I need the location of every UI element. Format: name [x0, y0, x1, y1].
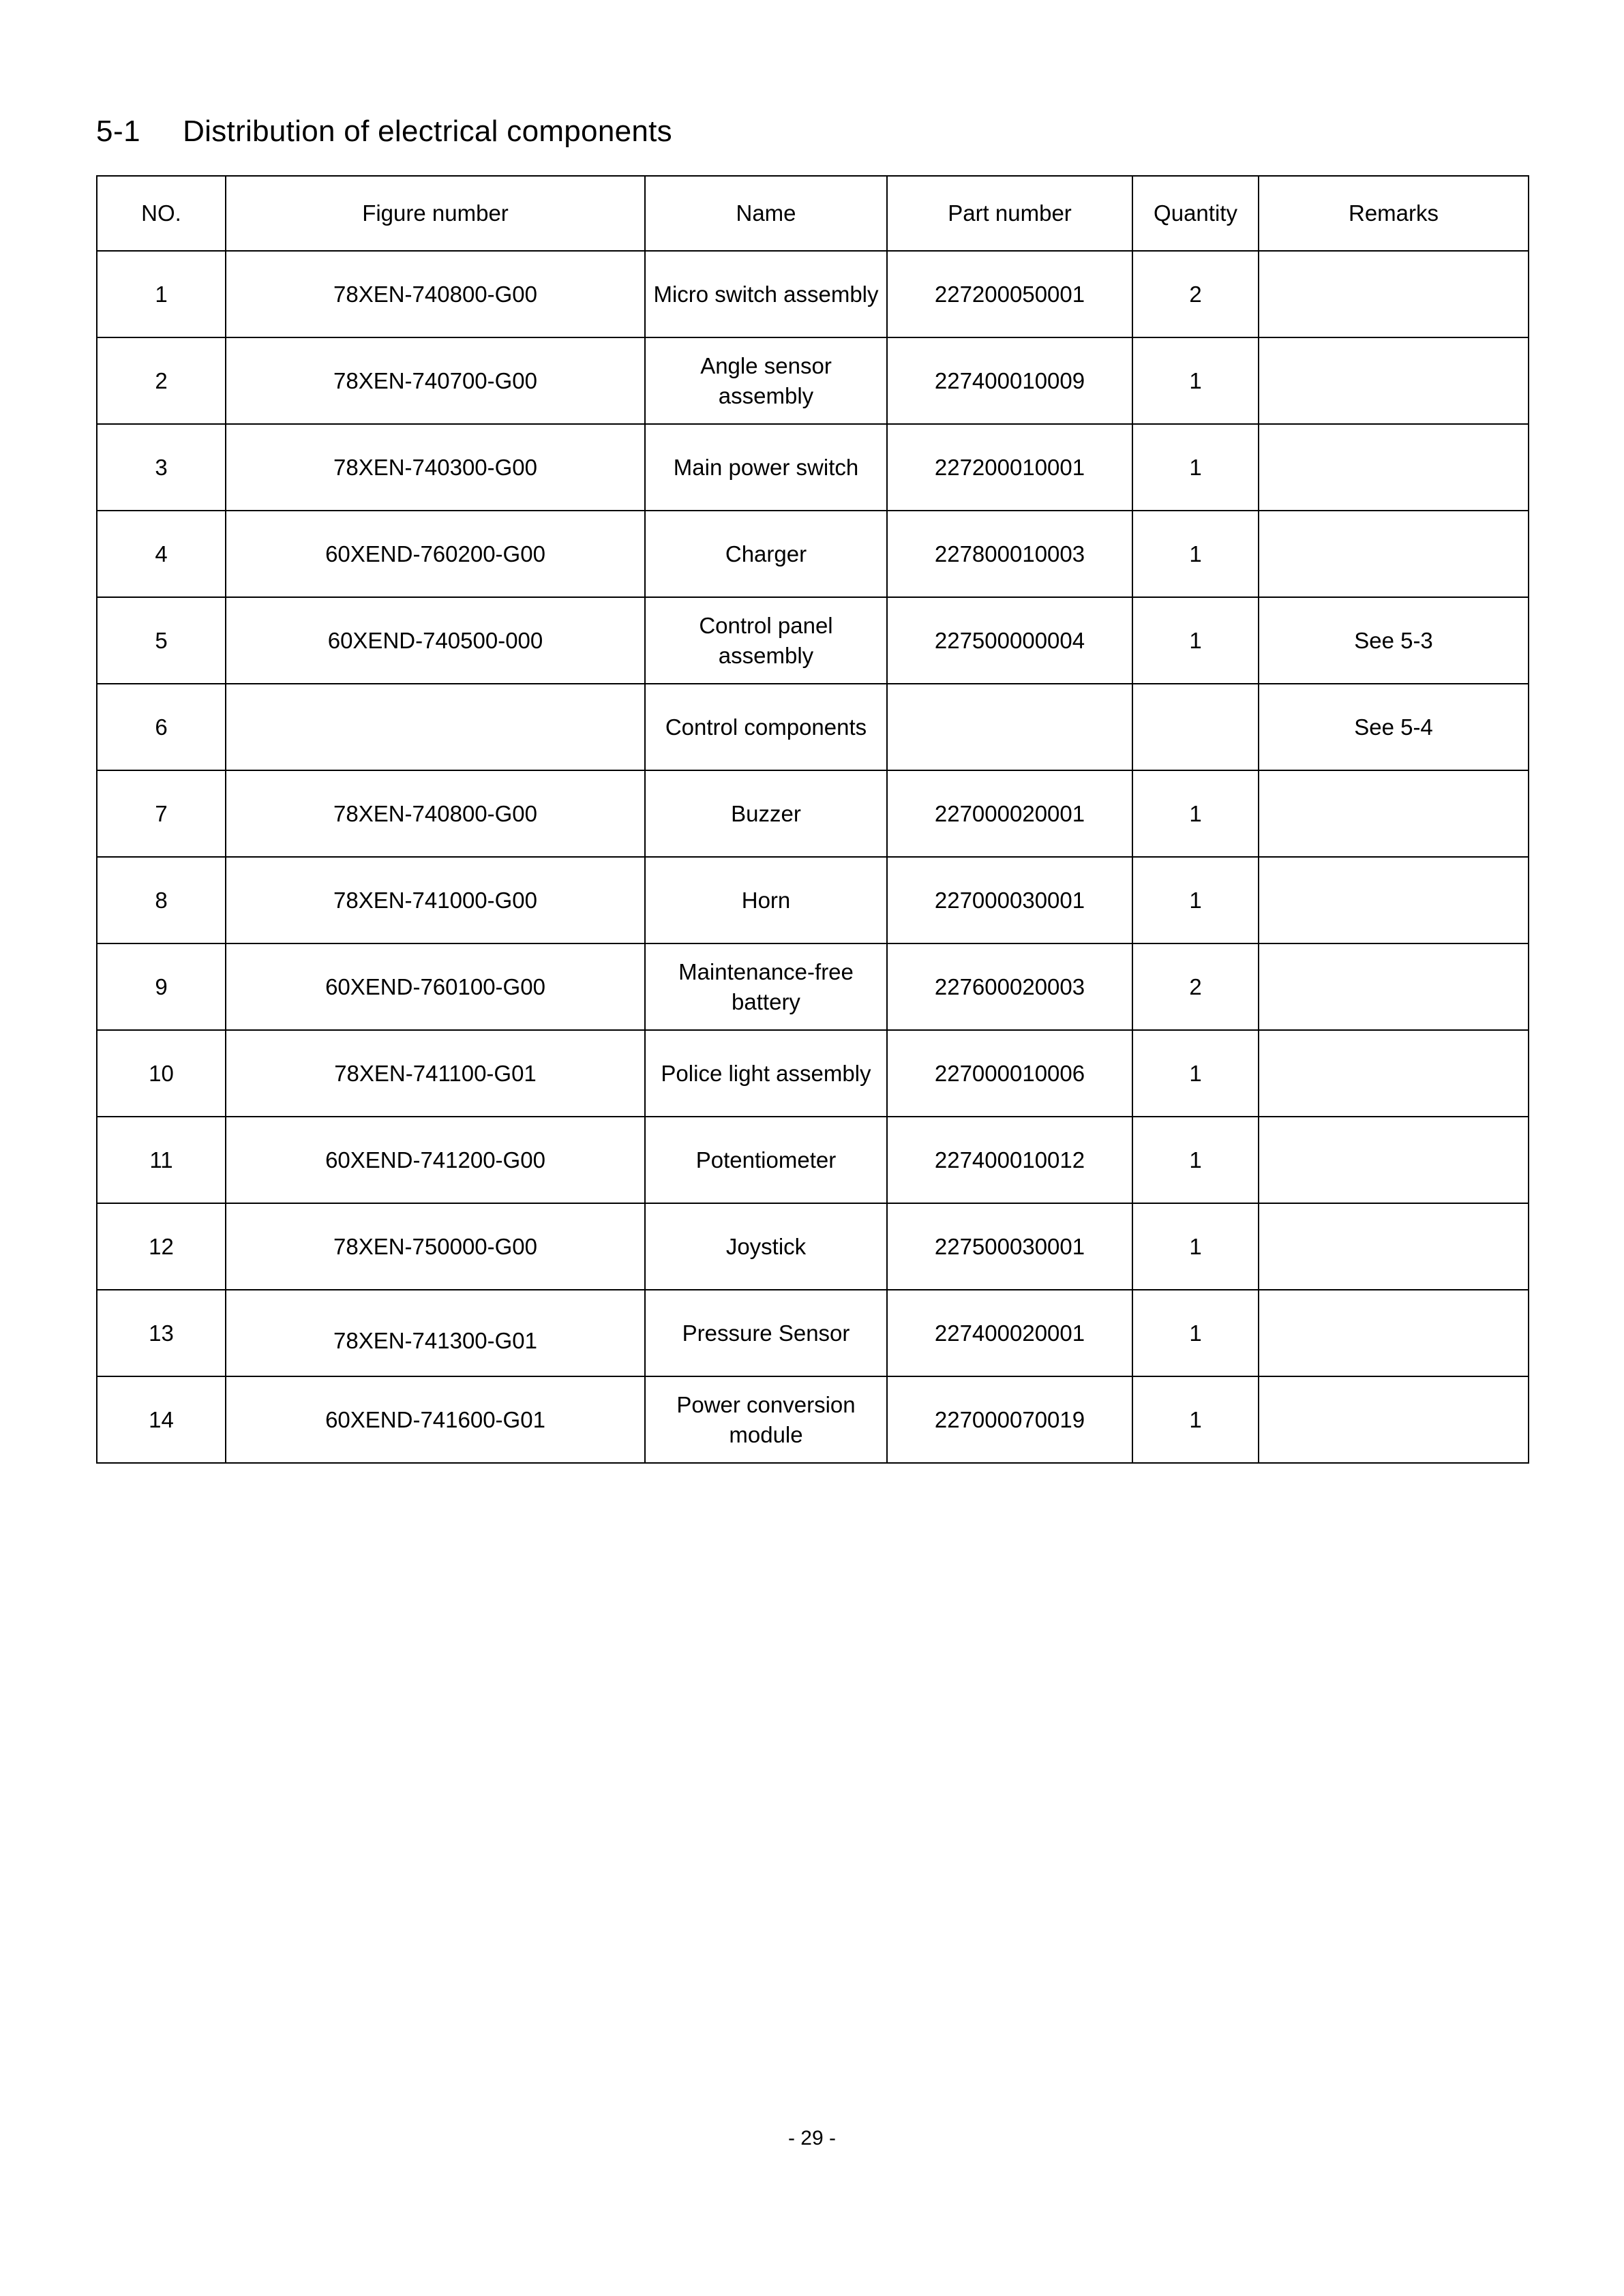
cell-remarks [1259, 251, 1529, 337]
cell-figure: 60XEND-760100-G00 [226, 943, 645, 1030]
cell-qty: 1 [1132, 511, 1259, 597]
cell-qty: 1 [1132, 597, 1259, 684]
cell-no: 3 [97, 424, 226, 511]
cell-no: 12 [97, 1203, 226, 1290]
page-title [96, 115, 672, 149]
table-row [97, 857, 1529, 943]
cell-part: 227400020001 [887, 1290, 1132, 1376]
cell-figure: 60XEND-741600-G01 [226, 1376, 645, 1463]
cell-qty: 2 [1132, 251, 1259, 337]
cell-part: 227500000004 [887, 597, 1132, 684]
cell-qty: 1 [1132, 857, 1259, 943]
section-number: 5-1 [96, 115, 141, 148]
column-header-no: NO. [97, 176, 226, 251]
cell-no: 9 [97, 943, 226, 1030]
cell-figure-text: 78XEN-741300-G01 [333, 1327, 538, 1353]
table-row [97, 684, 1529, 770]
cell-no: 10 [97, 1030, 226, 1117]
cell-remarks: See 5-4 [1259, 684, 1529, 770]
cell-remarks [1259, 857, 1529, 943]
cell-remarks [1259, 770, 1529, 857]
table-row [97, 337, 1529, 424]
cell-part: 227400010012 [887, 1117, 1132, 1203]
table-row [97, 1117, 1529, 1203]
cell-part: 227400010009 [887, 337, 1132, 424]
cell-name: Angle sensor assembly [645, 337, 887, 424]
table-header-row [97, 176, 1529, 251]
cell-remarks [1259, 1376, 1529, 1463]
table-row [97, 1376, 1529, 1463]
cell-remarks [1259, 1290, 1529, 1376]
cell-part: 227200050001 [887, 251, 1132, 337]
cell-remarks [1259, 424, 1529, 511]
cell-qty: 1 [1132, 770, 1259, 857]
cell-remarks [1259, 1030, 1529, 1117]
column-header-remarks: Remarks [1259, 176, 1529, 251]
column-header-qty: Quantity [1132, 176, 1259, 251]
cell-part: 227800010003 [887, 511, 1132, 597]
cell-qty: 1 [1132, 337, 1259, 424]
column-header-figure: Figure number [226, 176, 645, 251]
cell-no: 6 [97, 684, 226, 770]
table-row [97, 424, 1529, 511]
cell-name: Potentiometer [645, 1117, 887, 1203]
cell-no: 13 [97, 1290, 226, 1376]
cell-remarks [1259, 337, 1529, 424]
cell-name: Joystick [645, 1203, 887, 1290]
cell-remarks [1259, 511, 1529, 597]
cell-name: Power conversion module [645, 1376, 887, 1463]
table-row [97, 770, 1529, 857]
cell-qty: 2 [1132, 943, 1259, 1030]
cell-name: Micro switch assembly [645, 251, 887, 337]
electrical-components-table [96, 175, 1529, 1464]
cell-no: 2 [97, 337, 226, 424]
page-footer: - 29 - [787, 2127, 837, 2149]
table-row [97, 1203, 1529, 1290]
cell-name: Main power switch [645, 424, 887, 511]
cell-figure: 78XEN-750000-G00 [226, 1203, 645, 1290]
cell-remarks [1259, 1117, 1529, 1203]
cell-remarks: See 5-3 [1259, 597, 1529, 684]
table-row [97, 251, 1529, 337]
cell-qty: 1 [1132, 1117, 1259, 1203]
cell-name: Pressure Sensor [645, 1290, 887, 1376]
cell-name: Buzzer [645, 770, 887, 857]
cell-figure: 60XEND-741200-G00 [226, 1117, 645, 1203]
cell-figure [226, 684, 645, 770]
cell-no: 7 [97, 770, 226, 857]
cell-figure: 78XEN-741100-G01 [226, 1030, 645, 1117]
cell-figure [226, 1290, 645, 1376]
cell-qty: 1 [1132, 1203, 1259, 1290]
cell-name: Police light assembly [645, 1030, 887, 1117]
cell-qty: 1 [1132, 1030, 1259, 1117]
cell-remarks [1259, 1203, 1529, 1290]
column-header-name: Name [645, 176, 887, 251]
cell-name: Charger [645, 511, 887, 597]
cell-figure: 78XEN-740300-G00 [226, 424, 645, 511]
cell-no: 4 [97, 511, 226, 597]
cell-figure: 78XEN-740800-G00 [226, 251, 645, 337]
cell-qty: 1 [1132, 424, 1259, 511]
cell-part: 227600020003 [887, 943, 1132, 1030]
cell-no: 11 [97, 1117, 226, 1203]
cell-figure: 78XEN-741000-G00 [226, 857, 645, 943]
cell-no: 14 [97, 1376, 226, 1463]
table-row [97, 511, 1529, 597]
cell-part: 227200010001 [887, 424, 1132, 511]
cell-name: Control panel assembly [645, 597, 887, 684]
table-row [97, 1030, 1529, 1117]
cell-no: 8 [97, 857, 226, 943]
cell-part: 227000030001 [887, 857, 1132, 943]
cell-figure: 60XEND-740500-000 [226, 597, 645, 684]
cell-part [887, 684, 1132, 770]
cell-qty: 1 [1132, 1290, 1259, 1376]
cell-no: 5 [97, 597, 226, 684]
section-title: Distribution of electrical components [183, 115, 672, 148]
table-row [97, 1290, 1529, 1376]
column-header-part: Part number [887, 176, 1132, 251]
cell-qty: 1 [1132, 1376, 1259, 1463]
cell-no: 1 [97, 251, 226, 337]
cell-name: Maintenance-free battery [645, 943, 887, 1030]
table-row [97, 597, 1529, 684]
cell-remarks [1259, 943, 1529, 1030]
cell-part: 227000070019 [887, 1376, 1132, 1463]
cell-qty [1132, 684, 1259, 770]
cell-figure: 78XEN-740800-G00 [226, 770, 645, 857]
table-row [97, 943, 1529, 1030]
cell-name: Horn [645, 857, 887, 943]
table-body [97, 251, 1529, 1463]
cell-figure: 60XEND-760200-G00 [226, 511, 645, 597]
cell-name: Control components [645, 684, 887, 770]
cell-part: 227000020001 [887, 770, 1132, 857]
cell-part: 227500030001 [887, 1203, 1132, 1290]
cell-part: 227000010006 [887, 1030, 1132, 1117]
cell-figure: 78XEN-740700-G00 [226, 337, 645, 424]
